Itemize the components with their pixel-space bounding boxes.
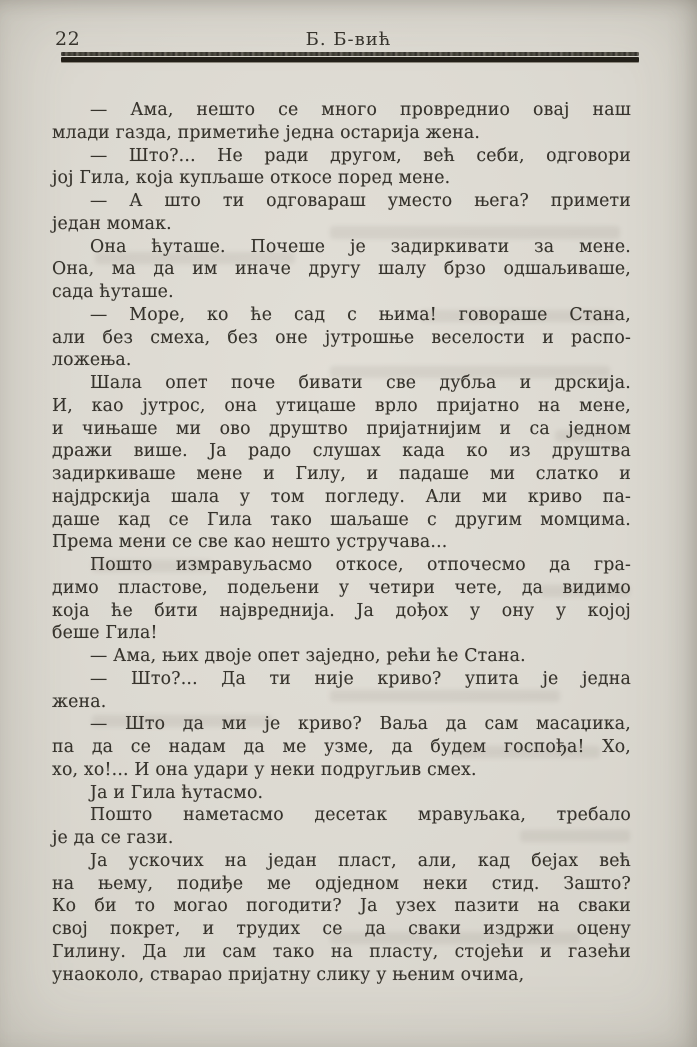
text-line: па да се надам да ме узме, да будем госпођа! Хо, bbox=[52, 737, 631, 757]
text-line: Пошто измравуљасмо откосе, отпочесмо да гра- bbox=[90, 555, 631, 575]
text-line: хо, хо!... И она удари у неки подругљив смех. bbox=[52, 759, 477, 780]
text-line: — А што ти одговараш уместо њега? примети bbox=[90, 191, 631, 211]
text-line: која ће бити највреднија. Ја дођох у ону у којој bbox=[52, 600, 631, 621]
text-line: — Море, ко ће сад с њима! говораше Стана, bbox=[90, 304, 631, 325]
text-line: јој Гила, која купљаше откосе поред мене. bbox=[52, 168, 451, 189]
text-line: је да се гази. bbox=[52, 828, 174, 848]
text-line: Она ћуташе. Почеше је задиркивати за мене. bbox=[90, 236, 631, 257]
text-line: ложења. bbox=[52, 350, 132, 371]
header-rule bbox=[61, 52, 639, 62]
text-line: дражи више. Ја радо слушах када ко из друштва bbox=[52, 441, 631, 462]
page-number: 22 bbox=[55, 28, 81, 50]
text-line: најдрскија шала у том погледу. Али ми криво па- bbox=[52, 486, 631, 507]
text-line: Према мени се све као нешто устручава... bbox=[52, 532, 448, 553]
text-line: — Што да ми је криво? Ваља да сам масаџика, bbox=[90, 714, 631, 735]
page-header bbox=[0, 28, 697, 52]
header-rule-ornament bbox=[61, 52, 639, 56]
text-line: Ја и Гила ћутасмо. bbox=[90, 782, 264, 803]
text-line: унаоколо, стварао пријатну слику у њеним очима, bbox=[52, 964, 525, 985]
text-line: на њему, подиђе ме одједном неки стид. Зашто? bbox=[52, 873, 631, 894]
header-rule-bar bbox=[61, 57, 639, 62]
text-line: Гилину. Да ли сам тако на пласту, стојећи и газећи bbox=[52, 941, 631, 962]
text-line: — Што?... Не ради другом, већ себи, одговори bbox=[90, 145, 631, 166]
text-line: Пошто наметасмо десетак мравуљака, требало bbox=[90, 805, 631, 826]
text-line: свој покрет, и трудих се да сваки издржи оцену bbox=[52, 919, 631, 939]
text-line: и чињаше ми ово друштво пријатнијим и са једном bbox=[52, 418, 631, 439]
text-line: — Ама, нешто се много провреднио овај наш bbox=[90, 100, 631, 120]
text-block bbox=[52, 99, 631, 986]
text-line: жена. bbox=[52, 691, 107, 712]
text-line: млади газда, приметиће једна остарија жена. bbox=[52, 122, 481, 143]
text-line: И, као јутрос, она утицаше врло пријатно на мене, bbox=[52, 395, 631, 416]
text-line: беше Гила! bbox=[52, 623, 158, 644]
text-line: Ко би то могао погодити? Ја узех пазити на сваки bbox=[52, 896, 631, 917]
text-line: Шала опет поче бивати све дубља и дрскија. bbox=[90, 373, 631, 393]
text-line: Ја ускочих на један пласт, али, кад бејах већ bbox=[90, 850, 631, 871]
text-line: сада ћуташе. bbox=[52, 282, 174, 302]
text-line: задиркиваше мене и Гилу, и падаше ми слатко и bbox=[52, 464, 631, 484]
text-line: али без смеха, без оне јутрошње веселости и распо- bbox=[52, 327, 631, 348]
text-line: димо пластове, подељени у четири чете, да видимо bbox=[52, 577, 631, 598]
text-line: један момак. bbox=[52, 213, 172, 234]
text-line: Она, ма да им иначе другу шалу брзо одшаљиваше, bbox=[52, 259, 631, 280]
text-line: — Што?... Да ти није криво? упита је једна bbox=[90, 668, 631, 689]
text-line: — Ама, њих двоје опет заједно, рећи ће Стана. bbox=[90, 646, 526, 666]
text-line: даше кад се Гила тако шаљаше с другим момцима. bbox=[52, 509, 631, 530]
running-title: Б. Б-вић bbox=[305, 29, 392, 50]
